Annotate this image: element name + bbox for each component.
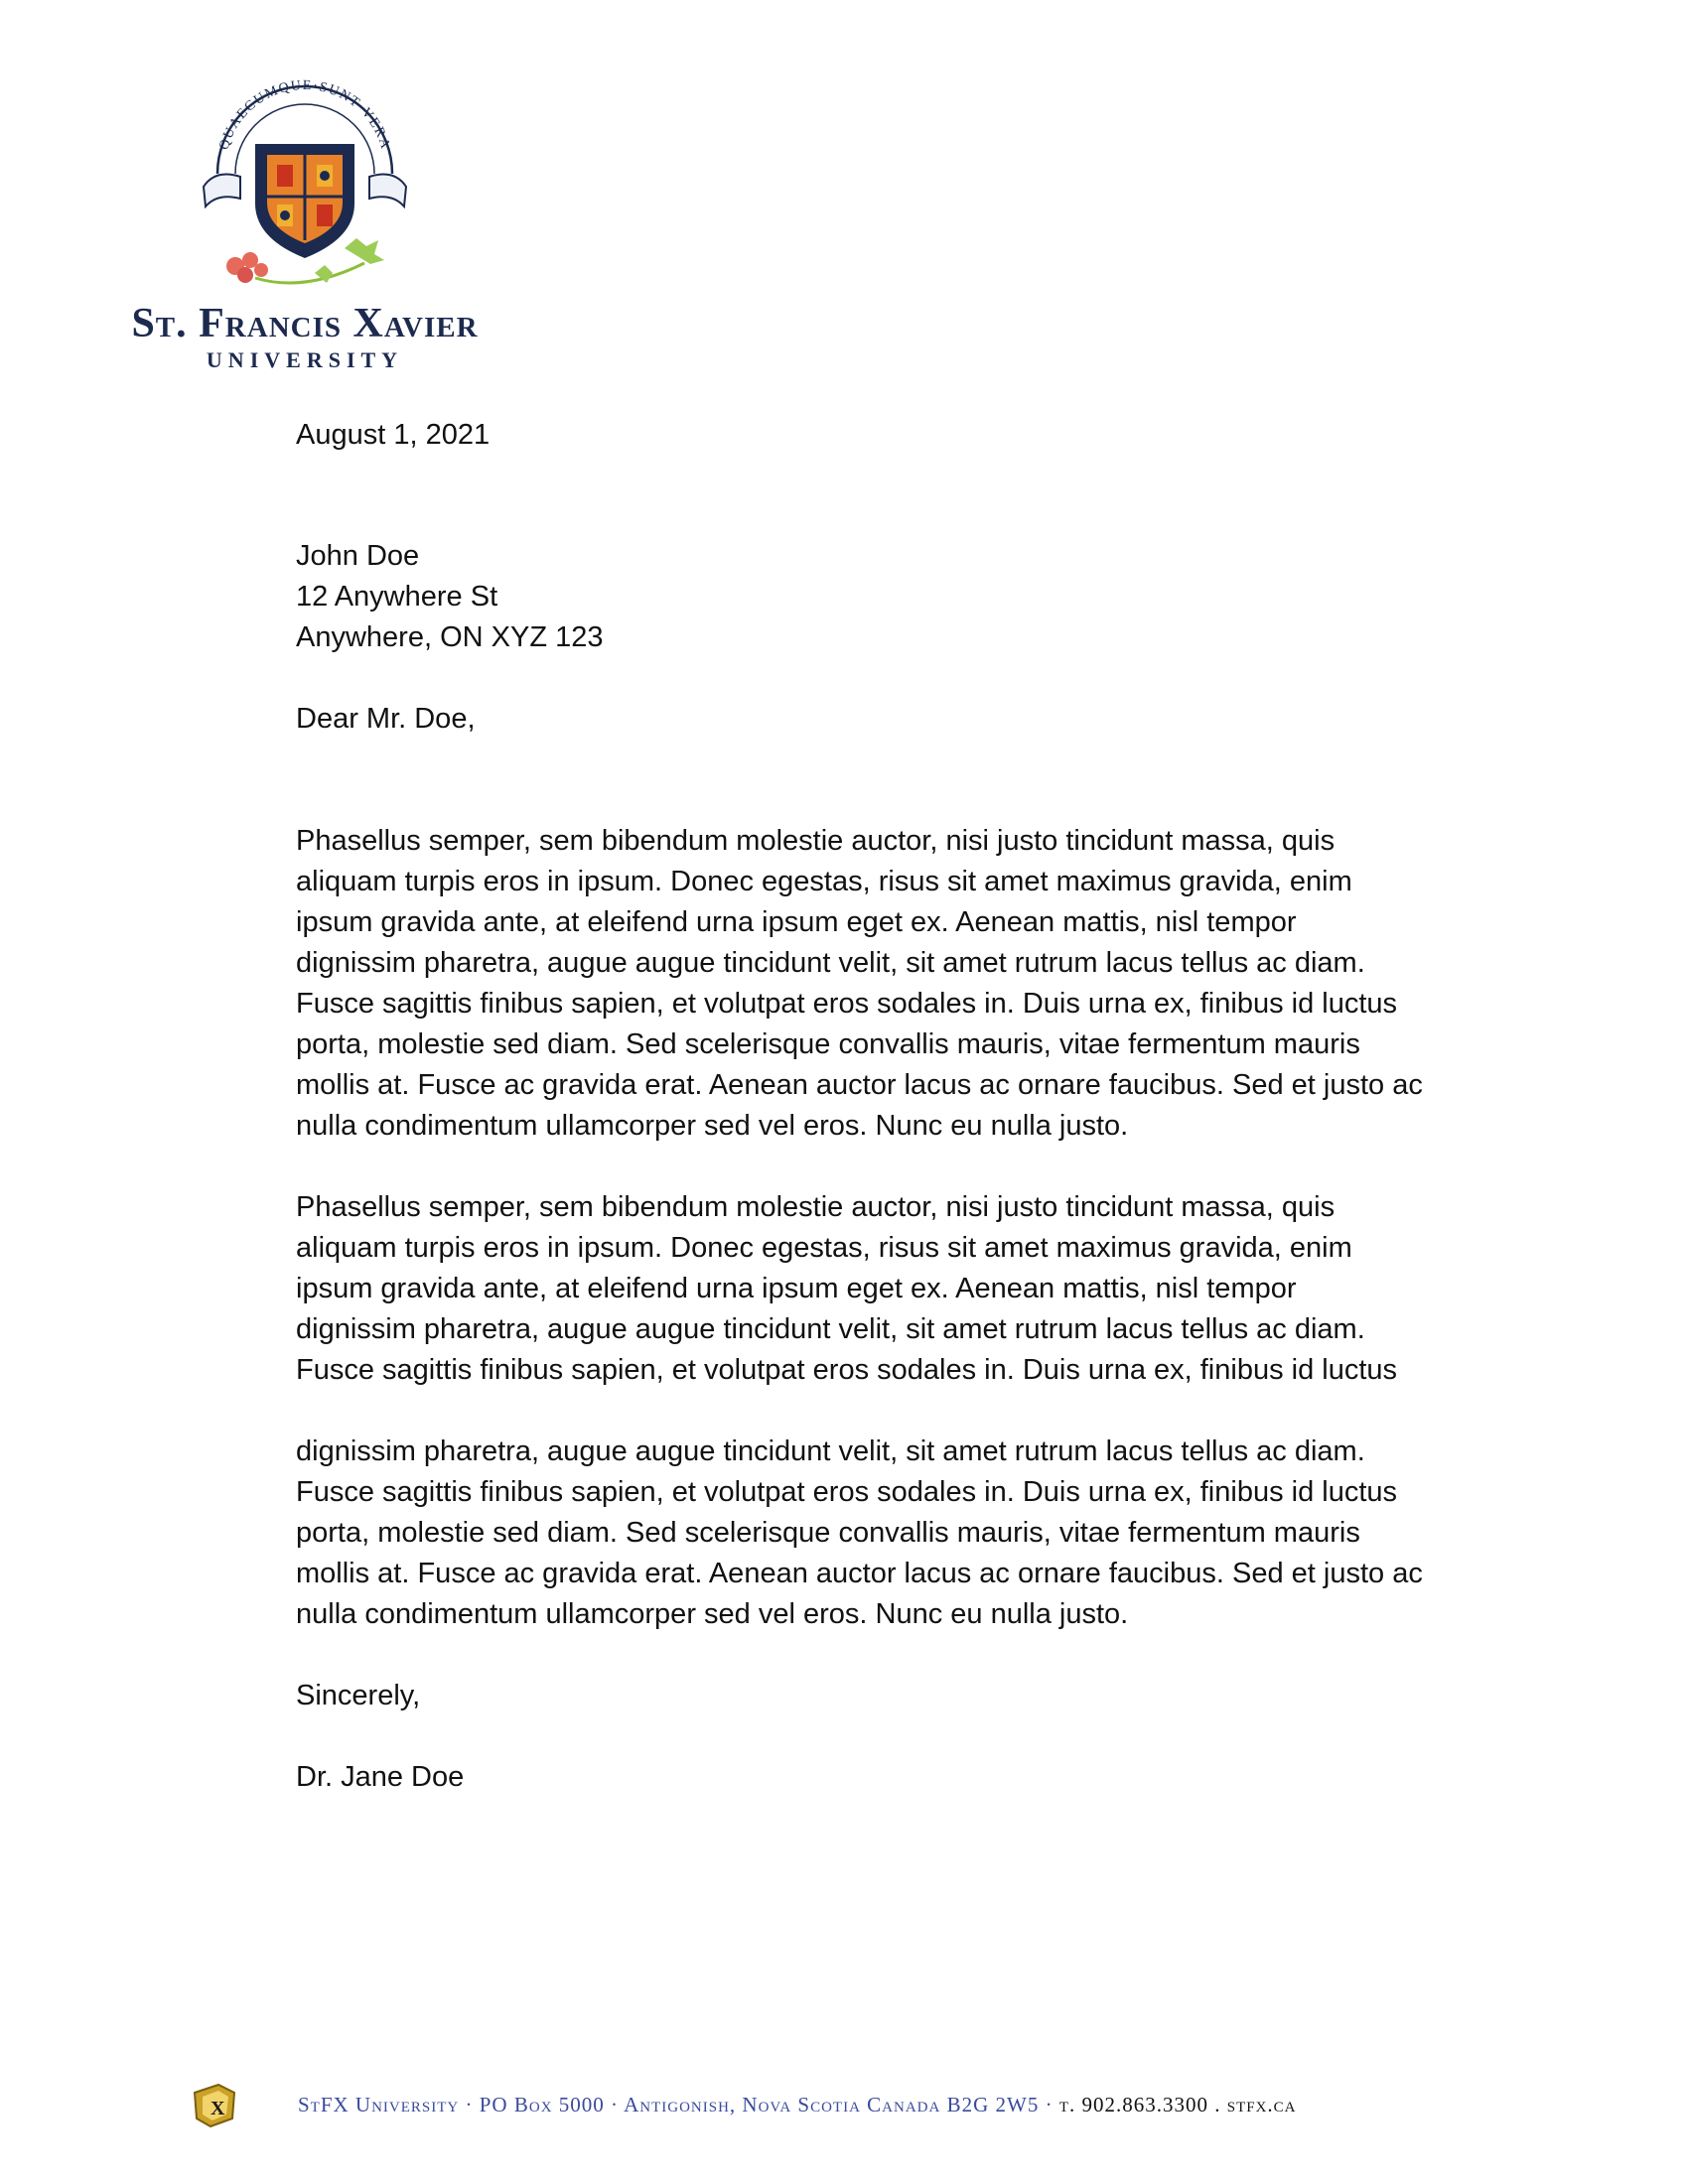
university-name: St. Francis Xavier [131, 301, 479, 346]
crest-icon [196, 69, 414, 293]
paragraph-line: aliquam turpis eros in ipsum. Donec egestas, risus sit amet maximus gravida, enim [296, 866, 1352, 897]
university-subtitle: UNIVERSITY [206, 347, 404, 372]
paragraph-line: dignissim pharetra, augue augue tincidunt velit, sit amet rutrum lacus tellus ac diam. [296, 947, 1365, 979]
footer-contact [298, 2093, 1297, 2117]
paragraph-line: dignissim pharetra, augue augue tincidunt velit, sit amet rutrum lacus tellus ac diam. [296, 1435, 1365, 1467]
salutation: Dear Mr. Doe, [296, 703, 476, 735]
svg-text:X: X [211, 2098, 225, 2119]
paragraph-line: porta, molestie sed diam. Sed scelerisque convallis mauris, vitae fermentum mauris [296, 1028, 1360, 1060]
signature: Dr. Jane Doe [296, 1761, 465, 1793]
paragraph-line: ipsum gravida ante, at eleifend urna ipsum eget ex. Aenean mattis, nisl tempor [296, 1273, 1297, 1304]
paragraph-line: nulla condimentum ullamcorper sed vel eros. Nunc eu nulla justo. [296, 1598, 1129, 1630]
paragraph [296, 1432, 1497, 1635]
address-line: John Doe [296, 540, 420, 572]
paragraph-line: Fusce sagittis finibus sapien, et volutpat eros sodales in. Duis urna ex, finibus id luctus [296, 1354, 1398, 1386]
paragraph-line: mollis at. Fusce ac gravida erat. Aenean auctor lacus ac ornare faucibus. Sed et justo ac [296, 1069, 1423, 1101]
recipient-address [296, 536, 1497, 658]
paragraph-line: Phasellus semper, sem bibendum molestie auctor, nisi justo tincidunt massa, quis [296, 1191, 1336, 1223]
footer-phone: t. 902.863.3300 . stfx.ca [1058, 2093, 1297, 2116]
paragraph-line: mollis at. Fusce ac gravida erat. Aenean auctor lacus ac ornare faucibus. Sed et justo ac [296, 1558, 1423, 1589]
paragraph-line: porta, molestie sed diam. Sed scelerisque convallis mauris, vitae fermentum mauris [296, 1517, 1360, 1549]
footer-address: StFX University · PO Box 5000 · Antigonish, Nova Scotia Canada B2G 2W5 · [298, 2093, 1054, 2116]
paragraph-line: Fusce sagittis finibus sapien, et volutpat eros sodales in. Duis urna ex, finibus id luctus [296, 1476, 1398, 1508]
motto-text: QUAECUMQUE·SUNT·VERA [216, 77, 393, 152]
paragraph [296, 821, 1497, 1147]
paragraph-line: aliquam turpis eros in ipsum. Donec egestas, risus sit amet maximus gravida, enim [296, 1232, 1352, 1264]
paragraph-line: nulla condimentum ullamcorper sed vel eros. Nunc eu nulla justo. [296, 1110, 1129, 1142]
address-line: 12 Anywhere St [296, 581, 498, 613]
closing: Sincerely, [296, 1680, 421, 1711]
letter-footer [189, 2075, 1479, 2134]
address-line: Anywhere, ON XYZ 123 [296, 621, 604, 653]
letter-date: August 1, 2021 [296, 419, 491, 451]
stfx-ring-icon [189, 2079, 240, 2130]
paragraph-line: ipsum gravida ante, at eleifend urna ipsum eget ex. Aenean mattis, nisl tempor [296, 906, 1297, 938]
paragraph-line: Phasellus semper, sem bibendum molestie auctor, nisi justo tincidunt massa, quis [296, 825, 1336, 857]
university-logo [111, 69, 498, 377]
paragraph-line: Fusce sagittis finibus sapien, et volutpat eros sodales in. Duis urna ex, finibus id luctus [296, 988, 1398, 1020]
paragraph [296, 1187, 1497, 1391]
paragraph-line: dignissim pharetra, augue augue tincidunt velit, sit amet rutrum lacus tellus ac diam. [296, 1313, 1365, 1345]
letter-body [296, 415, 1497, 1798]
